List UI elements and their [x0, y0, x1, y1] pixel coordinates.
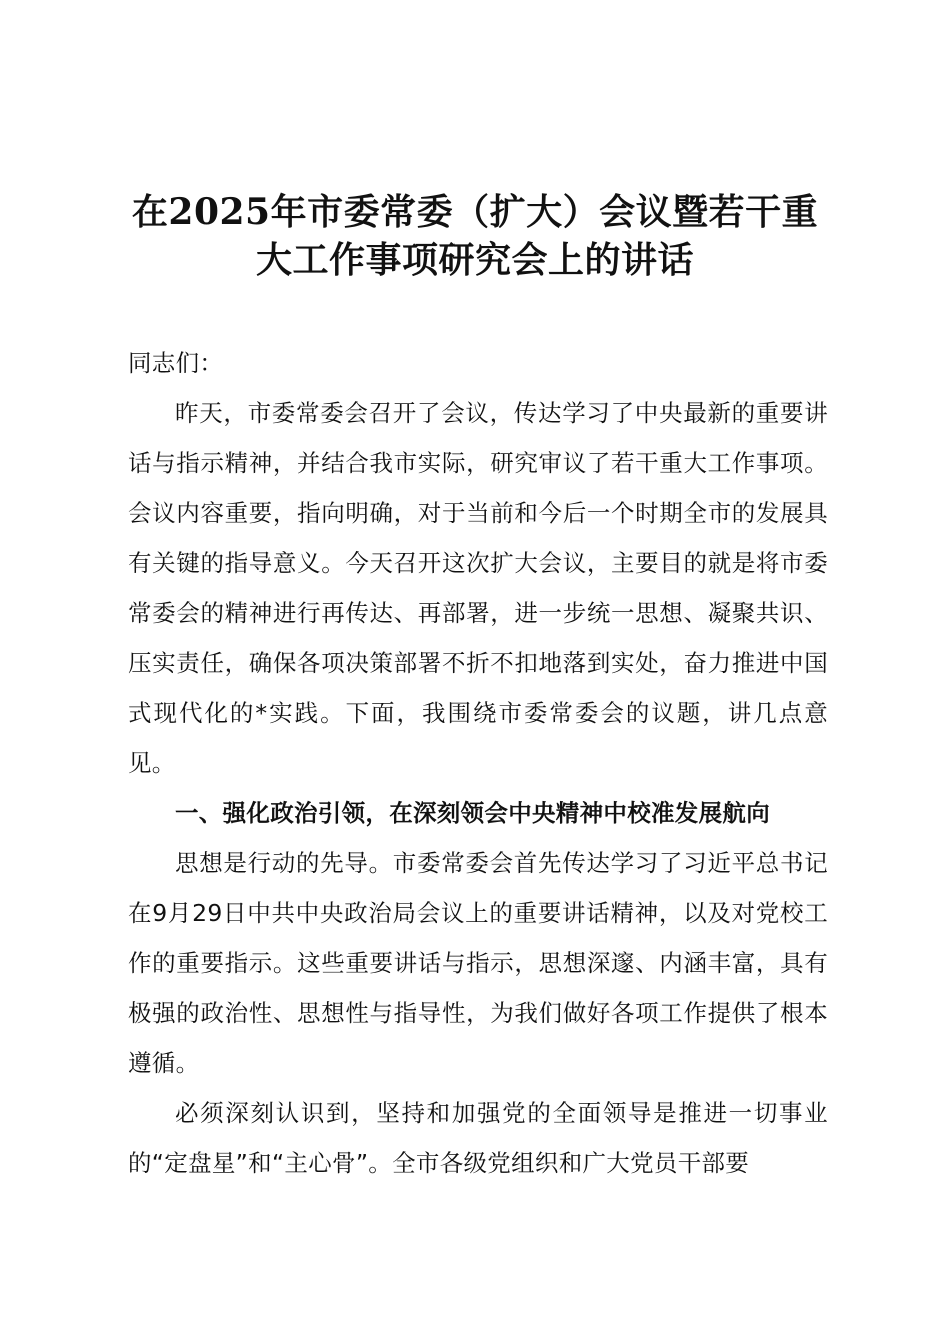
document-body [128, 338, 828, 1188]
document-title [110, 188, 840, 284]
section-heading-1: 一、强化政治引领，在深刻领会中央精神中校准发展航向 [175, 799, 770, 827]
title-line-1: 在2025年市委常委（扩大）会议暨若干重 [131, 191, 819, 233]
intro-paragraph: 昨天，市委常委会召开了会议，传达学习了中央最新的重要讲话与指示精神，并结合我市实际，研究审议了若干重大工作事项。会议内容重要，指向明确，对于当前和今后一个时期全市的发展具有关键的指导意义。今天召开这次扩大会议，主要目的就是将市委常委会的精神进行再传达、再部署，进一步统一思想、凝聚共识、压实责任，确保各项决策部署不折不扣地落到实处，奋力推进中国式现代化的*实践。下面，我围绕市委常委会的议题，讲几点意见。 [128, 399, 828, 777]
section-1-paragraph-1: 思想是行动的先导。市委常委会首先传达学习了习近平总书记在9月29日中共中央政治局会议上的重要讲话精神，以及对党校工作的重要指示。这些重要讲话与指示，思想深邃、内涵丰富，具有极强的政治性、思想性与指导性，为我们做好各项工作提供了根本遵循。 [128, 849, 828, 1077]
salutation: 同志们： [128, 349, 224, 377]
section-1-paragraph-2: 必须深刻认识到，坚持和加强党的全面领导是推进一切事业的“定盘星”和“主心骨”。全市各级党组织和广大党员干部要 [128, 1099, 828, 1177]
title-line-2: 大工作事项研究会上的讲话 [255, 239, 694, 281]
